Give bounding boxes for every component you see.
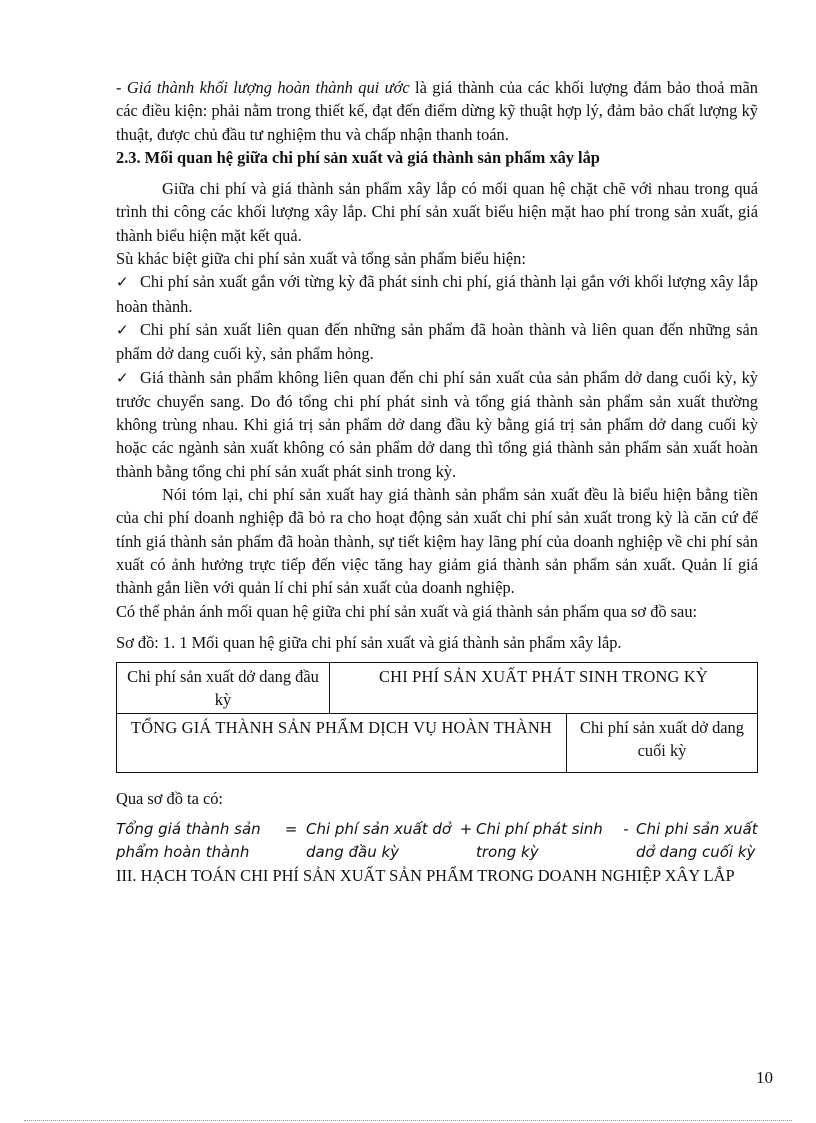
bullet-text: Chi phí sản xuất gắn với từng kỳ đã phát sinh chi phí, giá thành lại gắn với khối lượng xây lắp hoàn thành.	[116, 272, 758, 316]
cell-total-cost: TỔNG GIÁ THÀNH SẢN PHẨM DỊCH VỤ HOÀN THÀNH	[117, 714, 567, 773]
definition-text: là giá thành của các khối lượng đảm bảo thoả mãn các điều kiện: phải nằm trong thiết kế, đạt đến điểm dừng kỹ thuật hợp lý, đảm bảo chất lượng kỹ thuật, được chủ đầu tư nghiệm thu và chấp nhận thanh toán.	[116, 78, 758, 144]
formula-incurred: Chi phí phát sinh trong kỳ	[476, 820, 603, 862]
paragraph-intro: Giữa chi phí và giá thành sản phẩm xây lắp có mối quan hệ chặt chẽ với nhau trong quá trình thi công các khối lượng xây lắp. Chi phí sản xuất biểu hiện mặt hao phí trong sản xuất, giá thành biểu hiện mặt kết quả.	[116, 179, 758, 245]
bullet-item	[116, 270, 758, 318]
paragraph-reflect: Có thể phản ánh mối quan hệ giữa chi phí sản xuất và giá thành sản phẩm qua sơ đồ sau:	[116, 601, 698, 621]
diagram-caption: Sơ đồ: 1. 1 Mối quan hệ giữa chi phí sản xuất và giá thành sản phẩm xây lắp.	[116, 632, 622, 652]
definition-term: - Giá thành khối lượng hoàn thành qui ước	[116, 78, 410, 97]
checkmark-icon: ✓	[116, 320, 129, 339]
bullet-item	[116, 366, 758, 483]
formula-total: Tổng giá thành sản phẩm hoàn thành	[116, 820, 261, 862]
bullet-text: Chi phí sản xuất liên quan đến những sản phẩm đã hoàn thành và liên quan đến những sản phẩm dở dang cuối kỳ, sản phẩm hỏng.	[116, 319, 758, 364]
formula-intro: Qua sơ đồ ta có:	[116, 789, 223, 809]
cost-formula	[116, 818, 758, 864]
paragraph-definition	[116, 76, 758, 146]
paragraph-summary: Nói tóm lại, chi phí sản xuất hay giá thành sản phẩm sản xuất đều là biểu hiện bằng tiền của chi phí doanh nghiệp đã bỏ ra cho hoạt động sản xuất chi phí sản xuất trong kỳ là căn cứ để tính giá thành sản phẩm đã hoàn thành, sự tiết kiệm hay lãng phí của doanh nghiệp về chi phí sản xuất có ảnh hưởng trực tiếp đến việc tăng hay giảm giá thành sản phẩm sản xuất. Quản lí giá thành gắn liền với quản lí chi phí sản xuất của doanh nghiệp.	[116, 485, 758, 598]
section-heading-2-3: 2.3. Mối quan hệ giữa chi phí sản xuất và giá thành sản phẩm xây lắp	[116, 147, 600, 167]
page-number: 10	[756, 1068, 773, 1087]
bullet-item	[116, 318, 758, 366]
formula-closing: Chi phi sản xuất dở dang cuối kỳ	[636, 820, 758, 862]
paragraph-difference: Sù khác biệt giữa chi phí sản xuất và tổng sản phẩm biểu hiện:	[116, 249, 526, 269]
formula-plus: +	[459, 820, 473, 839]
checkmark-icon: ✓	[116, 273, 129, 292]
footer-divider	[24, 1120, 792, 1121]
formula-equals: =	[284, 820, 298, 839]
formula-opening: Chi phí sản xuất dở dang đầu kỳ	[306, 820, 452, 862]
cell-incurred-costs: CHI PHÍ SẢN XUẤT PHÁT SINH TRONG KỲ	[330, 663, 758, 714]
cost-relationship-diagram	[116, 662, 758, 773]
checkmark-icon: ✓	[116, 368, 129, 387]
cell-closing-wip: Chi phí sản xuất dở dang cuối kỳ	[567, 714, 758, 773]
bullet-text: Giá thành sản phẩm không liên quan đến chi phí sản xuất của sản phẩm dở dang cuối kỳ, kỳ trước chuyển sang. Do đó tổng chi phí phát sinh và tổng giá thành sản phẩm sản xuất thường không trùng nhau. Khi giá trị sản phẩm dở dang đầu kỳ bằng giá trị sản phẩm dở dang cuối kỳ hoặc các ngành sản xuất không có sản phẩm dở dang thì tổng giá thành sản phẩm sản xuất hoàn thành bằng tổng chi phí sản xuất phát sinh trong kỳ.	[116, 367, 758, 481]
section-heading-III: III. HẠCH TOÁN CHI PHÍ SẢN XUẤT SẢN PHẨM TRONG DOANH NGHIỆP XÂY LẮP	[116, 866, 735, 886]
cell-opening-wip: Chi phí sản xuất dở dang đầu kỳ	[117, 663, 330, 714]
document-page	[116, 76, 758, 888]
formula-minus: -	[623, 820, 629, 839]
